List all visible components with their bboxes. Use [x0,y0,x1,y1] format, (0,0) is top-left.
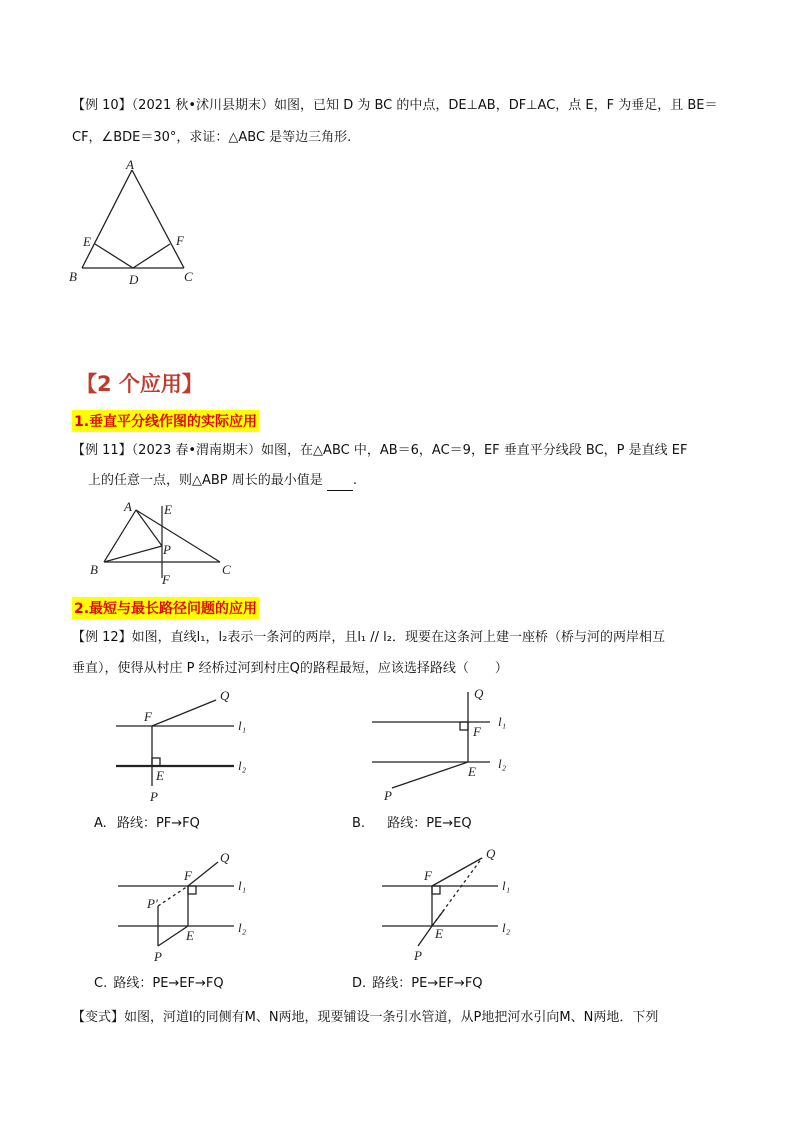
point-b-label: B [69,269,77,284]
option-c-route: 路线：PE→EF→FQ [113,976,224,991]
option-a[interactable] [94,812,200,831]
point-f-label: F [144,709,152,724]
example-11-text-line2 [88,471,357,491]
option-c-letter: C. [94,976,108,991]
line-l2-label: l₂ [238,758,247,773]
option-a-route: 路线：PF→FQ [116,816,200,831]
option-d[interactable] [352,972,483,991]
point-p-label: P [163,542,171,557]
point-f-label: F [184,868,192,883]
point-c-label: C [184,269,193,284]
point-e-label: E [156,768,164,783]
option-d-figure [378,846,538,968]
point-b-label: B [90,562,98,577]
example-11-triangle-figure [84,496,244,588]
line-l2-label: l₂ [498,756,507,771]
line-l1-label: l₁ [502,878,511,893]
option-b[interactable] [352,812,472,831]
option-a-figure [110,686,270,808]
point-e-label: E [186,928,194,943]
example-12-text-line2: 垂直），使得从村庄 P 经桥过河到村庄Q的路程最短，应该选择路线（ ） [72,661,508,676]
point-f-label: F [162,572,170,587]
point-p-prime-label: P′ [147,896,158,911]
option-d-route: 路线：PE→EF→FQ [372,976,483,991]
point-f-label: F [424,868,432,883]
point-p-label: P [414,948,422,963]
point-q-label: Q [474,686,484,701]
example-10-text-line2: CF，∠BDE＝30°，求证：△ABC 是等边三角形. [72,130,352,145]
point-f-label: F [473,724,481,739]
application-2-heading: 2.最短与最长路径问题的应用 [72,597,259,619]
example-11-question: 上的任意一点，则△ABP 周长的最小值是 [88,473,323,488]
line-l1-label: l₁ [238,718,247,733]
example-11-text-line1: 【例 11】（2023 春•渭南期末）如图，在△ABC 中，AB＝6，AC＝9，EF 垂直平分线段 BC，P 是直线 EF [72,443,688,458]
line-l1-label: l₁ [498,714,507,729]
line-l2-label: l₂ [502,920,511,935]
point-e-label: E [83,234,91,249]
option-c-figure [114,846,274,968]
point-a-label: A [124,499,132,514]
point-a-label: A [126,158,134,172]
option-b-letter: B. [352,816,366,831]
option-a-letter: A. [94,816,107,831]
line-l2-label: l₂ [238,920,247,935]
example-12-text-line1: 【例 12】如图，直线l₁，l₂表示一条河的两岸，且l₁ // l₂．现要在这条河上建一座桥（桥与河的两岸相互 [72,630,665,645]
point-p-label: P [384,788,392,803]
option-b-figure [368,686,528,808]
option-b-route: 路线：PE→EQ [387,816,472,831]
point-e-label: E [435,926,443,941]
example-10-text-line1: 【例 10】（2021 秋•沭川县期末）如图，已知 D 为 BC 的中点，DE⊥AB，DF⊥AC，点 E，F 为垂足，且 BE＝ [72,98,718,113]
point-q-label: Q [220,850,230,865]
example-11-period: . [352,473,358,488]
point-f-label: F [176,233,184,248]
option-c[interactable] [94,972,224,991]
point-q-label: Q [220,688,230,703]
line-l1-label: l₁ [238,878,247,893]
point-p-label: P [150,789,158,804]
section-title: 【2 个应用】 [76,372,203,396]
application-1-heading: 1.垂直平分线作图的实际应用 [72,410,259,432]
variant-text-line1: 【变式】如图，河道l的同侧有M、N两地，现要铺设一条引水管道，从P地把河水引向M、N两地．下列 [72,1010,659,1025]
point-c-label: C [222,562,231,577]
option-d-letter: D. [352,976,367,991]
point-d-label: D [129,272,139,287]
point-q-label: Q [486,846,496,861]
point-p-label: P [154,949,162,964]
point-e-label: E [468,764,476,779]
answer-blank [327,477,353,491]
example-10-triangle-figure [66,158,206,290]
point-e-label: E [164,502,172,517]
